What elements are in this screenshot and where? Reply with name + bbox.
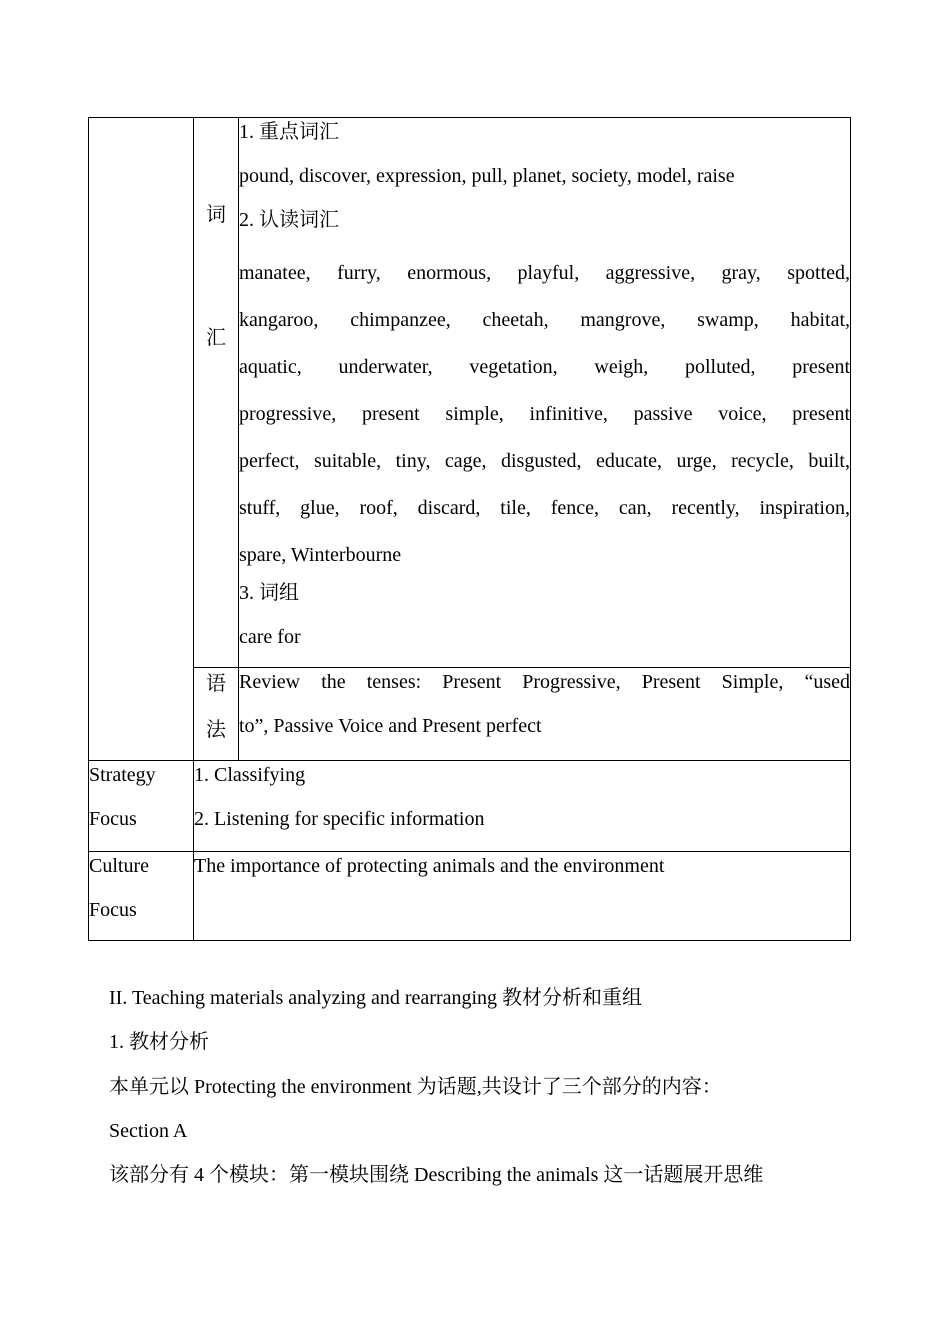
vocabulary-side-label: [194, 118, 239, 668]
reading-vocab-line: manatee, furry, enormous, playful, aggressive, gray, spotted,: [239, 262, 850, 284]
sub-heading: 1. 教材分析: [109, 1031, 209, 1053]
reading-vocab-line: aquatic, underwater, vegetation, weigh, polluted, present: [239, 356, 850, 378]
grammar-side-label: [194, 668, 239, 761]
strategy-content: [194, 761, 851, 852]
left-merged-cell: [89, 118, 194, 761]
reading-vocab-heading: 2. 认读词汇: [239, 209, 339, 231]
culture-label: Culture: [89, 855, 149, 877]
intro-paragraph: 本单元以 Protecting the environment 为话题,共设计了三个部分的内容：: [109, 1076, 722, 1098]
strategy-item: 2. Listening for specific information: [194, 808, 485, 830]
strategy-item: 1. Classifying: [194, 764, 306, 786]
key-vocab-list: pound, discover, expression, pull, planet, society, model, raise: [239, 165, 735, 187]
grammar-char-1: 语: [206, 673, 226, 695]
reading-vocab-line: spare, Winterbourne: [239, 544, 402, 566]
culture-label-cell: [89, 852, 194, 941]
phrases-heading: 3. 词组: [239, 582, 299, 604]
section-a-description: 该部分有 4 个模块：第一模块围绕 Describing the animals 这一话题展开思维: [109, 1164, 764, 1186]
section-heading: II. Teaching materials analyzing and rearranging 教材分析和重组: [109, 987, 643, 1009]
grammar-line: to”, Passive Voice and Present perfect: [239, 715, 542, 737]
grammar-line: Review the tenses: Present Progressive, Present Simple, “used: [239, 671, 850, 693]
vocabulary-content: [239, 118, 851, 668]
reading-vocab-line: stuff, glue, roof, discard, tile, fence, can, recently, inspiration,: [239, 497, 850, 519]
reading-vocab-line: kangaroo, chimpanzee, cheetah, mangrove, swamp, habitat,: [239, 309, 850, 331]
section-a-heading: Section A: [109, 1120, 188, 1142]
culture-content: [194, 852, 851, 941]
phrases-list: care for: [239, 626, 301, 648]
reading-vocab-line: progressive, present simple, infinitive, passive voice, present: [239, 403, 850, 425]
grammar-row: [89, 668, 851, 761]
culture-text: The importance of protecting animals and the environment: [194, 855, 665, 877]
vocab-char-1: 词: [206, 204, 226, 226]
reading-vocab-line: perfect, suitable, tiny, cage, disgusted, educate, urge, recycle, built,: [239, 450, 850, 472]
vocab-char-2: 汇: [206, 327, 226, 349]
key-vocab-heading: 1. 重点词汇: [239, 121, 339, 143]
culture-row: [89, 852, 851, 941]
culture-label: Focus: [89, 899, 137, 921]
vocabulary-row: [89, 118, 851, 668]
strategy-row: [89, 761, 851, 852]
unit-overview-table: [88, 117, 851, 941]
grammar-char-2: 法: [206, 719, 226, 741]
grammar-content: [239, 668, 851, 761]
strategy-label: Focus: [89, 808, 137, 830]
strategy-label: Strategy: [89, 764, 156, 786]
strategy-label-cell: [89, 761, 194, 852]
